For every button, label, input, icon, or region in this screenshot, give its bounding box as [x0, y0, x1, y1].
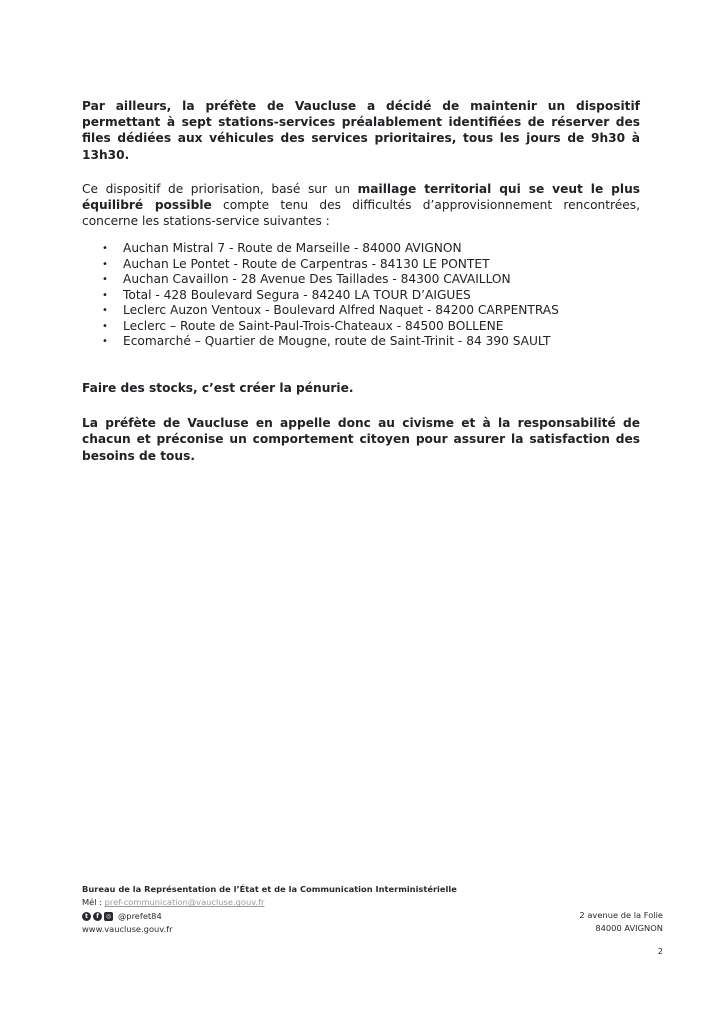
footer-email-link[interactable]: pref-communication@vaucluse.gouv.fr — [104, 897, 265, 908]
page-number: 2 — [657, 946, 663, 956]
station-text: Auchan Cavaillon - 28 Avenue Des Taillades - 84300 CAVAILLON — [123, 272, 511, 287]
station-list — [82, 241, 640, 350]
station-text: Ecomarché – Quartier de Mougne, route de Saint-Trinit - 84 390 SAULT — [123, 334, 551, 349]
station-text: Total - 428 Boulevard Segura - 84240 LA TOUR D’AIGUES — [123, 287, 471, 302]
footer-mail-label: Mél : — [82, 897, 105, 908]
bullet-icon: • — [102, 336, 108, 348]
bullet-icon: • — [102, 289, 108, 301]
footer-social-row — [82, 910, 457, 923]
paragraph-priority-lanes: Par ailleurs, la préfète de Vaucluse a décidé de maintenir un dispositif permettant à sept stations-services préalablement identifiées de réserver des files dédiées aux véhicules des services prioritaires, tous les jours de 9h30 à 13h30. — [82, 99, 640, 162]
station-text: Leclerc – Route de Saint-Paul-Trois-Chateaux - 84500 BOLLENE — [123, 318, 504, 333]
instagram-icon[interactable]: ◎ — [105, 912, 112, 920]
footer-bureau: Bureau de la Représentation de l’État et de la Communication Interministérielle — [82, 884, 457, 894]
paragraph-civisme: La préfète de Vaucluse en appelle donc au civisme et à la responsabilité de chacun et préconise un comportement citoyen pour assurer la satisfaction des besoins de tous. — [82, 416, 640, 463]
paragraph-priorisation-bold: maillage territorial qui se veut le plus équilibré possible — [82, 181, 640, 213]
footer-mail-line — [82, 896, 457, 909]
footer-social-handle[interactable]: @prefet84 — [118, 910, 162, 921]
station-item — [102, 334, 640, 350]
station-item — [102, 303, 640, 319]
bullet-icon: • — [102, 258, 108, 270]
station-item — [102, 272, 640, 288]
bullet-icon: • — [102, 305, 108, 317]
station-text: Auchan Mistral 7 - Route de Marseille - 84000 AVIGNON — [123, 241, 462, 256]
document-body — [82, 98, 640, 464]
footer-address-line2: 84000 AVIGNON — [595, 922, 663, 933]
bullet-icon: • — [102, 274, 108, 286]
station-text: Leclerc Auzon Ventoux - Boulevard Alfred Naquet - 84200 CARPENTRAS — [123, 303, 559, 318]
station-text: Auchan Le Pontet - Route de Carpentras - 84130 LE PONTET — [123, 256, 490, 271]
paragraph-priorisation-end: compte tenu des difficultés d’approvisionnement rencontrées, concerne les stations-service suivantes : — [82, 198, 640, 229]
station-item — [102, 288, 640, 304]
footer-website-link[interactable]: www.vaucluse.gouv.fr — [82, 923, 173, 934]
footer-contact — [82, 883, 457, 936]
footer-address — [579, 909, 663, 935]
paragraph-priorisation — [82, 181, 640, 230]
paragraph-stocks: Faire des stocks, c’est créer la pénurie. — [82, 380, 354, 395]
bullet-icon: • — [102, 243, 108, 255]
bullet-icon: • — [102, 320, 108, 332]
twitter-icon[interactable]: t — [82, 912, 91, 921]
station-item — [102, 319, 640, 335]
station-item — [102, 257, 640, 273]
facebook-icon[interactable]: f — [93, 912, 102, 921]
station-item — [102, 241, 640, 257]
paragraph-priorisation-start: Ce dispositif de priorisation, basé sur un — [82, 181, 358, 196]
footer-address-line1: 2 avenue de la Folie — [579, 910, 663, 920]
